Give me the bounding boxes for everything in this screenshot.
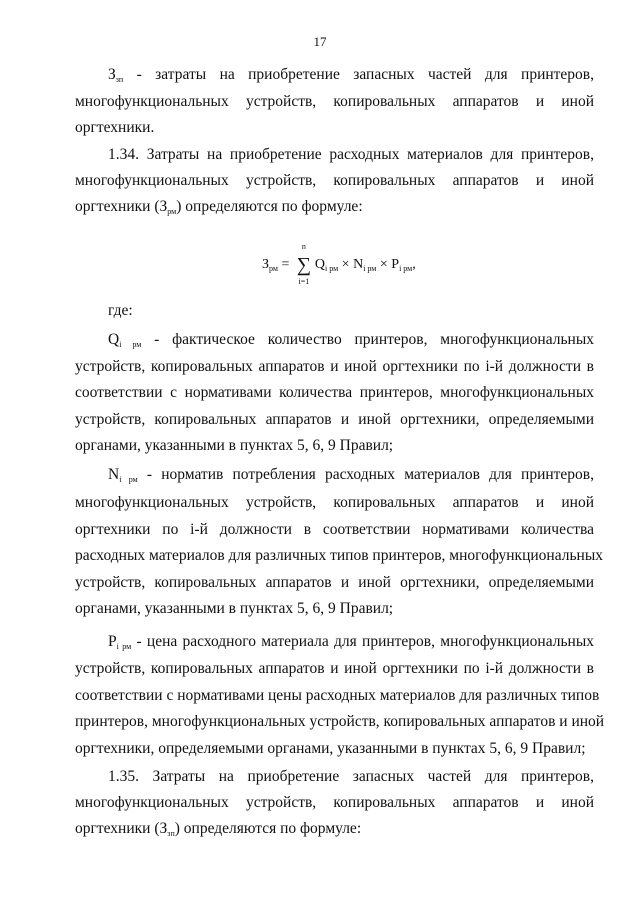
section-1-34-line-2: многофункциональных устройств, копировальных аппаратов и иной — [75, 172, 594, 189]
n-definition-line-1: $N_{i рм}$ - норматив потребления расходных материалов для принтеров, — [108, 466, 595, 484]
n-definition-line-5: устройств, копировальных аппаратов и иной оргтехники, определяемыми — [75, 574, 594, 591]
n-symbol: $N_{i рм}$ — [108, 466, 138, 484]
section-1-35-line-3: оргтехники $(З_{зп})$ определяются по формуле: — [75, 820, 362, 838]
q-definition-line-2: устройств, копировальных аппаратов и иной оргтехники по i-й должности в — [75, 358, 594, 375]
section-1-34-line-1: 1.34. Затраты на приобретение расходных материалов для принтеров, — [108, 146, 594, 163]
section-1-35-line-1: 1.35. Затраты на приобретение запасных частей для принтеров, — [108, 768, 594, 785]
zp-definition-line-1: $З_{зп}$ - затраты на приобретение запасных частей для принтеров, — [108, 66, 595, 84]
p-definition-line-2: устройств, копировальных аппаратов и иной оргтехники по i-й должности в — [75, 660, 594, 677]
n-definition-line-2: многофункциональных устройств, копировальных аппаратов и иной — [75, 494, 594, 511]
p-definition-line-1: $P_{i рм}$ - цена расходного материала для принтеров, многофункциональных — [108, 633, 594, 651]
zp-definition-line-2: многофункциональных устройств, копировальных аппаратов и иной — [75, 93, 594, 110]
section-1-35-line-2: многофункциональных устройств, копировальных аппаратов и иной — [75, 794, 594, 811]
q-definition-line-3: соответствии с нормативами количества принтеров, многофункциональных — [75, 384, 594, 401]
q-definition-line-5: органами, указанными в пунктах 5, 6, 9 Правил; — [75, 437, 394, 454]
n-definition-line-4: расходных материалов для различных типов принтеров, многофункциональных — [75, 547, 603, 564]
page-number: 17 — [313, 34, 327, 49]
p-definition-line-3: соответствии с нормативами цены расходных материалов для различных типов — [75, 687, 600, 704]
where-label: где: — [108, 302, 133, 319]
section-1-34-line-3: оргтехники $(З_{рм})$ определяются по формуле: — [75, 198, 363, 216]
sum-symbol: ∑ n i=1 — [296, 242, 311, 286]
q-definition-line-4: устройств, копировальных аппаратов и иной оргтехники, определяемыми — [75, 411, 594, 428]
q-definition-line-1: $Q_{i рм}$ - фактическое количество принтеров, многофункциональных — [108, 331, 594, 349]
zp-definition-line-3: оргтехники. — [75, 119, 155, 136]
formula-zrm: $З_{рм}$ = ∑ n i=1 $Q_{i рм} \times N_{i рм} \times P_{i рм}$, — [262, 242, 416, 286]
n-definition-line-6: органами, указанными в пунктах 5, 6, 9 Правил; — [75, 600, 394, 617]
q-symbol: $Q_{i рм}$ — [108, 331, 142, 349]
n-definition-line-3: оргтехники по i-й должности в соответствии нормативами количества — [75, 521, 594, 538]
p-definition-line-4: принтеров, многофункциональных устройств, копировальных аппаратов и иной — [75, 713, 605, 730]
zp-symbol: $З_{зп}$ — [108, 66, 124, 84]
p-symbol: $P_{i рм}$ — [108, 633, 132, 651]
p-definition-line-5: оргтехники, определяемыми органами, указанными в пунктах 5, 6, 9 Правил; — [75, 740, 586, 757]
